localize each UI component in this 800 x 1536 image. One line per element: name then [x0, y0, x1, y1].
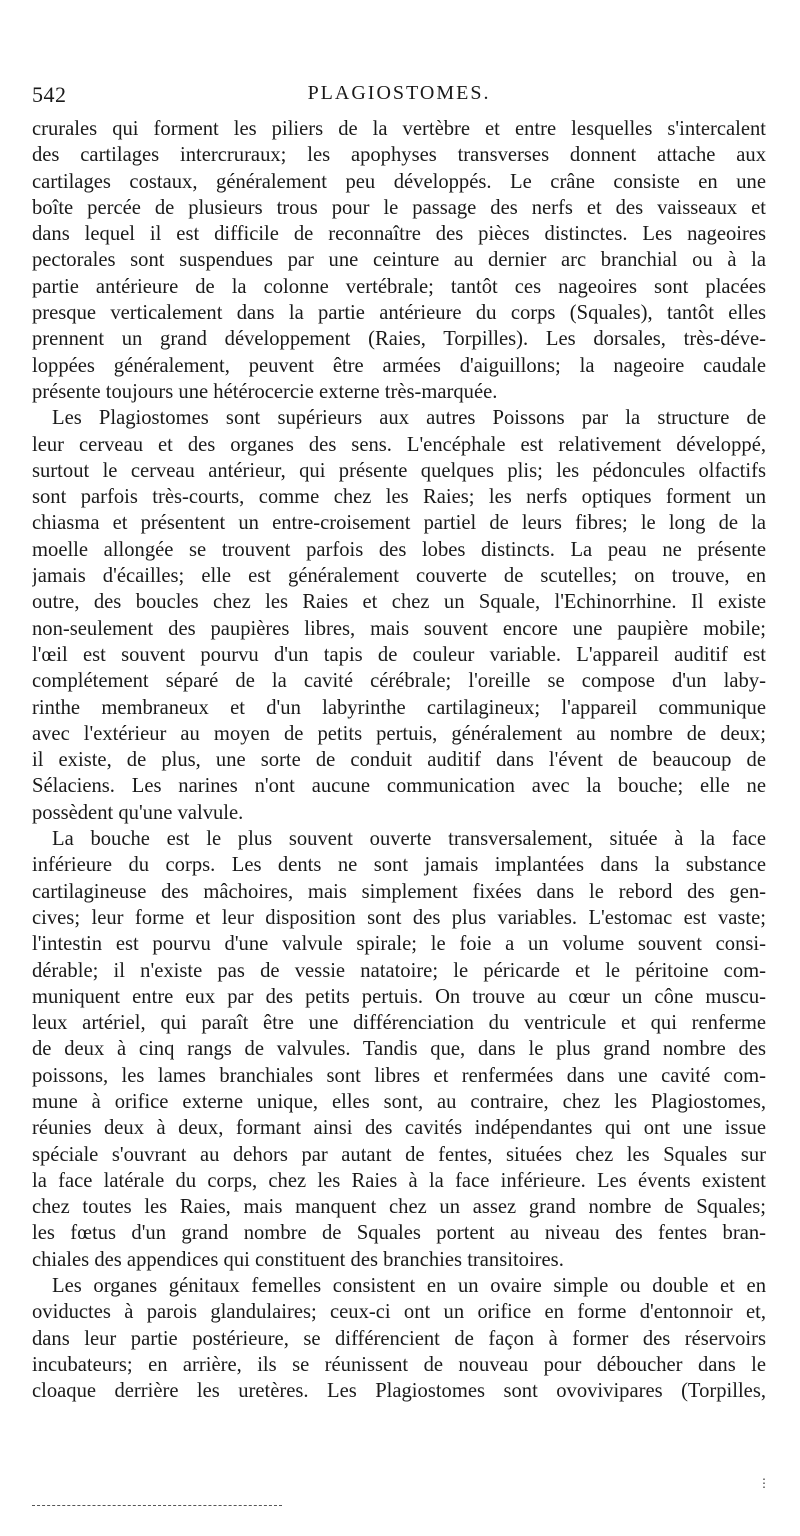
text-line: rinthe membraneux et d'un labyrinthe cartilagineux; l'appareil communique — [32, 696, 766, 719]
text-line: jamais d'écailles; elle est généralement couverte de scutelles; on trouve, en — [32, 565, 766, 588]
text-line: prennent un grand développement (Raies, Torpilles). Les dorsales, très-déve- — [32, 328, 766, 351]
text-line: leur cerveau et des organes des sens. L'encéphale est relativement développé, — [32, 433, 766, 456]
text-line: Sélaciens. Les narines n'ont aucune communication avec la bouche; elle ne — [32, 775, 766, 798]
text-line: l'intestin est pourvu d'une valvule spirale; le foie a un volume souvent consi- — [32, 933, 766, 956]
paragraph-3 — [32, 826, 766, 1273]
paragraph-2 — [32, 405, 766, 826]
paragraph-4 — [32, 1273, 766, 1404]
printer-mark-icon: ⋮ — [758, 1476, 770, 1490]
text-line: outre, des boucles chez les Raies et chez un Squale, l'Echinorrhine. Il existe — [32, 591, 766, 614]
text-line: presque verticalement dans la partie antérieure du corps (Squales), tantôt elles — [32, 302, 766, 325]
text-line: inférieure du corps. Les dents ne sont jamais implantées dans la substance — [32, 854, 766, 877]
text-line: réunies deux à deux, formant ainsi des cavités indépendantes qui ont une issue — [32, 1117, 766, 1140]
text-line: cartilages costaux, généralement peu développés. Le crâne consiste en une — [32, 170, 766, 193]
text-line: des cartilages intercruraux; les apophyses transverses donnent attache aux — [32, 144, 766, 167]
text-line: cloaque derrière les uretères. Les Plagiostomes sont ovovivipares (Torpilles, — [32, 1380, 766, 1403]
text-line: complétement séparé de la cavité cérébrale; l'oreille se compose d'un laby- — [32, 670, 766, 693]
text-line: spéciale s'ouvrant au dehors par autant de fentes, situées chez les Squales sur — [32, 1143, 766, 1166]
text-line: poissons, les lames branchiales sont libres et renfermées dans une cavité com- — [32, 1064, 766, 1087]
text-line: mune à orifice externe unique, elles sont, au contraire, chez les Plagiostomes, — [32, 1090, 766, 1113]
text-line: non-seulement des paupières libres, mais souvent encore une paupière mobile; — [32, 617, 766, 640]
text-line: dérable; il n'existe pas de vessie natatoire; le péricarde et le péritoine com- — [32, 959, 766, 982]
text-line: leux artériel, qui paraît être une différenciation du ventricule et qui renferme — [32, 1012, 766, 1035]
text-line: Les organes génitaux femelles consistent en un ovaire simple ou double et en — [52, 1275, 766, 1298]
text-line: Les Plagiostomes sont supérieurs aux autres Poissons par la structure de — [52, 407, 766, 430]
page-number: 542 — [32, 82, 67, 107]
text-line: il existe, de plus, une sorte de conduit auditif dans l'évent de beaucoup de — [32, 749, 766, 772]
footer-rule — [32, 1505, 282, 1506]
text-line: sont parfois très-courts, comme chez les Raies; les nerfs optiques forment un — [32, 486, 766, 509]
running-title: PLAGIOSTOMES. — [307, 82, 491, 104]
text-line: surtout le cerveau antérieur, qui présente quelques plis; les pédoncules olfactifs — [32, 459, 766, 482]
text-line: incubateurs; en arrière, ils se réunissent de nouveau pour déboucher dans le — [32, 1353, 766, 1376]
text-line: moelle allongée se trouvent parfois des lobes distincts. La peau ne présente — [32, 538, 766, 561]
text-line: partie antérieure de la colonne vertébrale; tantôt ces nageoires sont placées — [32, 275, 766, 298]
page-header — [32, 82, 766, 112]
paragraph-1 — [32, 116, 766, 405]
text-line: chiales des appendices qui constituent des branchies transitoires. — [32, 1248, 564, 1271]
text-line: pectorales sont suspendues par une ceinture au dernier arc branchial ou à la — [32, 249, 766, 272]
text-line: de deux à cinq rangs de valvules. Tandis que, dans le plus grand nombre des — [32, 1038, 766, 1061]
text-line: dans leur partie postérieure, se différencient de façon à former des réservoirs — [32, 1327, 766, 1350]
text-line: crurales qui forment les piliers de la vertèbre et entre lesquelles s'intercalent — [32, 118, 766, 140]
text-line: cives; leur forme et leur disposition sont des plus variables. L'estomac est vaste; — [32, 906, 766, 929]
text-line: cartilagineuse des mâchoires, mais simplement fixées dans le rebord des gen- — [32, 880, 766, 903]
body-text — [32, 116, 766, 1405]
text-line: l'œil est souvent pourvu d'un tapis de couleur variable. L'appareil auditif est — [32, 643, 766, 666]
text-line: la face latérale du corps, chez les Raies à la face inférieure. Les évents existent — [32, 1169, 766, 1192]
text-line: muniquent entre eux par des petits pertuis. On trouve au cœur un cône muscu- — [32, 985, 766, 1008]
text-line: avec l'extérieur au moyen de petits pertuis, généralement au nombre de deux; — [32, 722, 766, 745]
text-line: chiasma et présentent un entre-croisement partiel de leurs fibres; le long de la — [32, 512, 766, 535]
text-line: les fœtus d'un grand nombre de Squales portent au niveau des fentes bran- — [32, 1222, 766, 1245]
text-line: chez toutes les Raies, mais manquent chez un assez grand nombre de Squales; — [32, 1196, 766, 1219]
text-line: boîte percée de plusieurs trous pour le passage des nerfs et des vaisseaux et — [32, 196, 766, 219]
text-line: possèdent qu'une valvule. — [32, 801, 244, 824]
text-line: présente toujours une hétérocercie externe très-marquée. — [32, 380, 498, 403]
text-line: dans lequel il est difficile de reconnaître des pièces distinctes. Les nageoires — [32, 223, 766, 246]
text-line: La bouche est le plus souvent ouverte transversalement, située à la face — [52, 828, 766, 851]
text-line: loppées généralement, peuvent être armées d'aiguillons; la nageoire caudale — [32, 354, 766, 377]
text-line: oviductes à parois glandulaires; ceux-ci ont un orifice en forme d'entonnoir et, — [32, 1301, 766, 1324]
